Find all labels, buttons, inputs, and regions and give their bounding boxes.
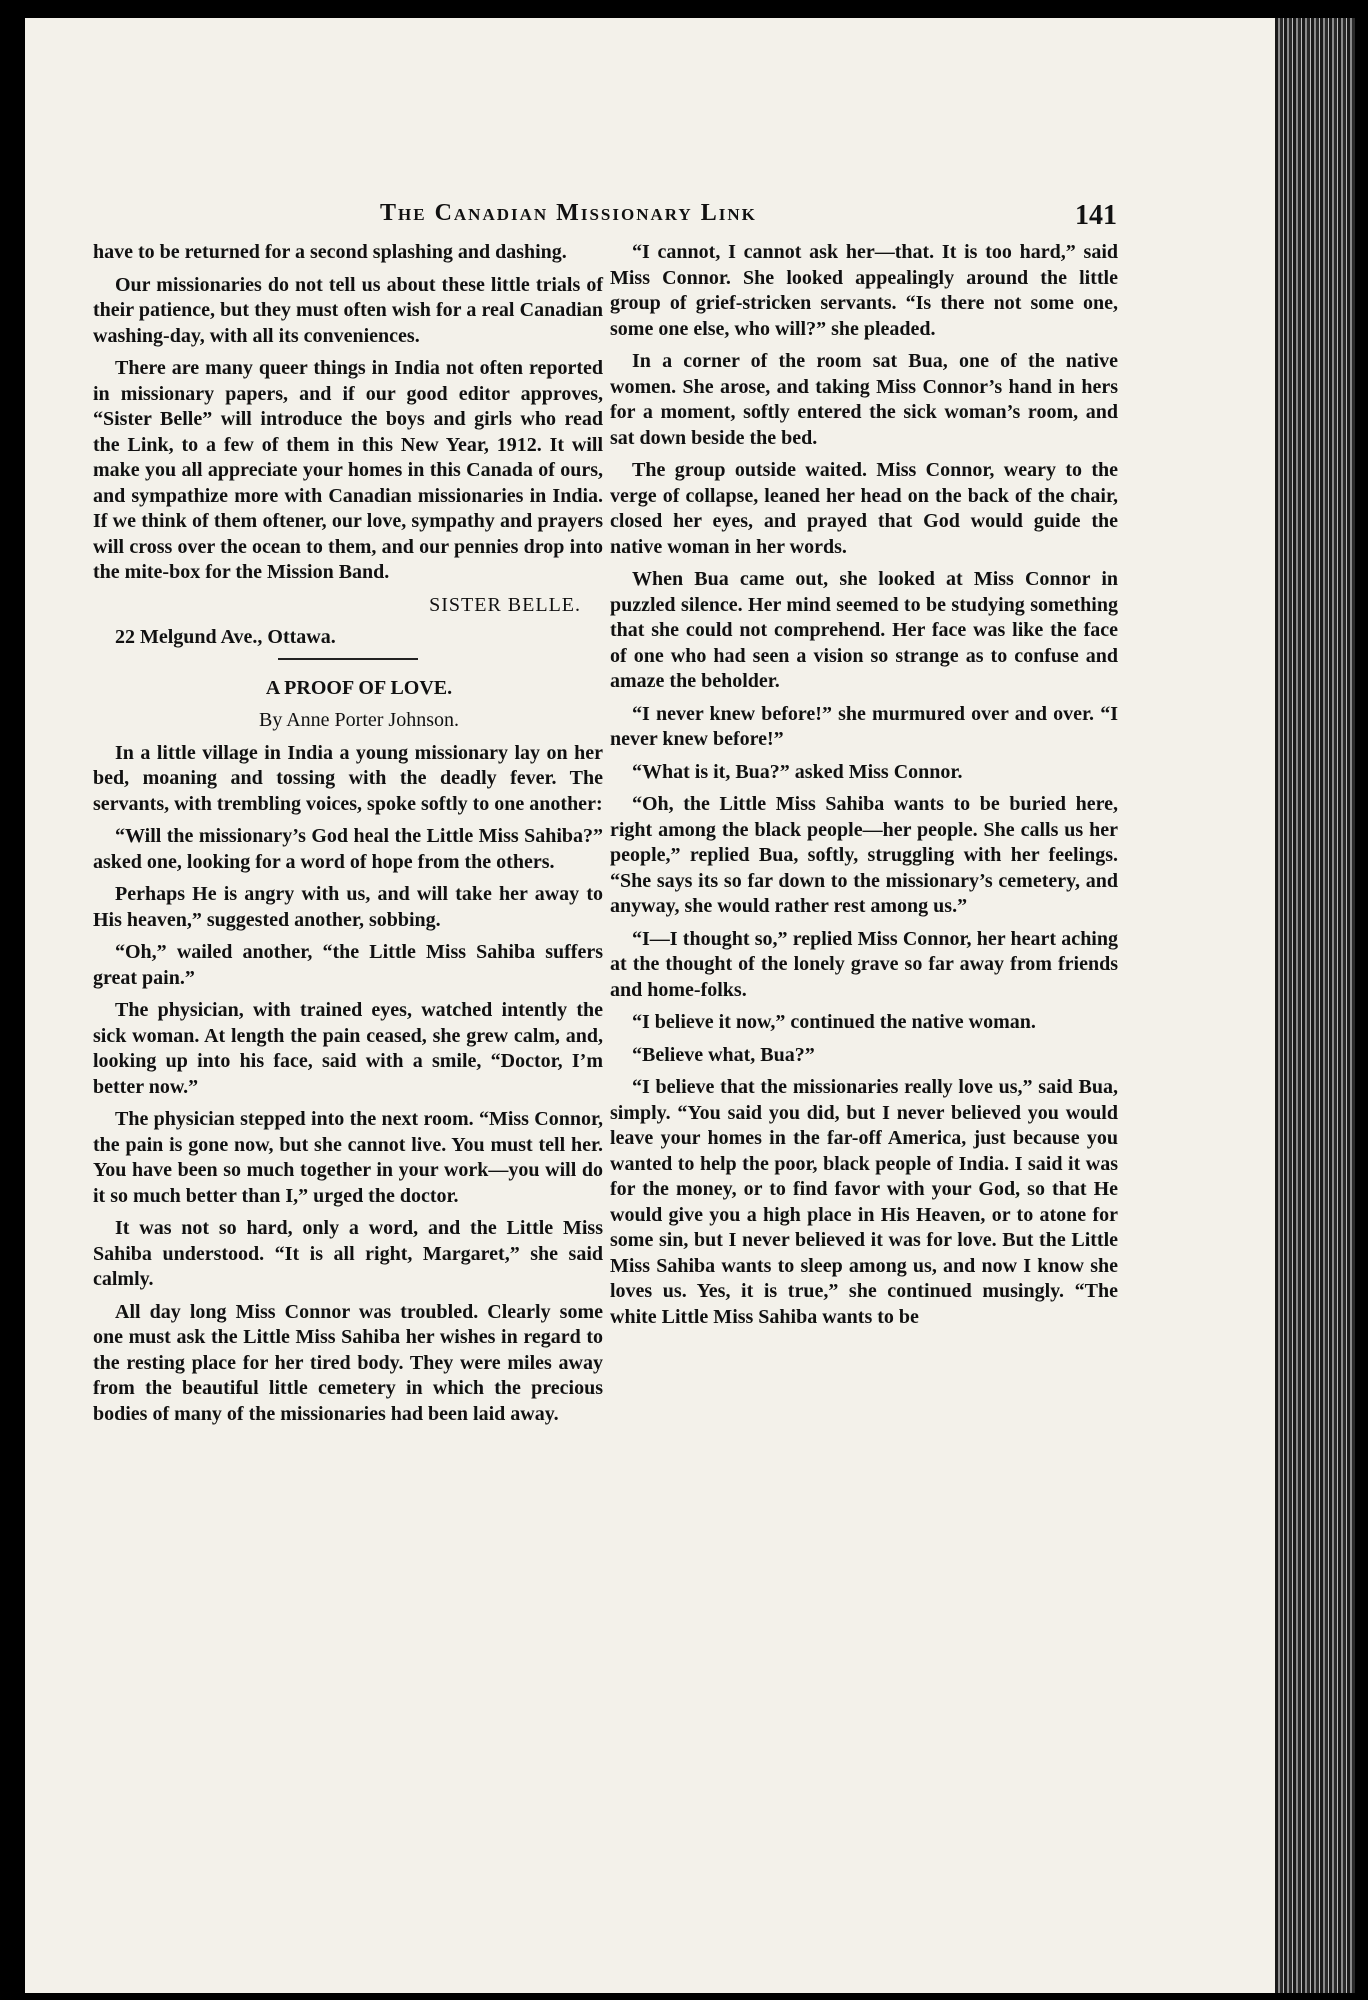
paragraph: “What is it, Bua?” asked Miss Connor. <box>632 760 963 783</box>
paragraph: “Believe what, Bua?” <box>632 1043 815 1066</box>
paragraph: The physician, with trained eyes, watched intently the sick woman. At length the pain ceased, she grew calm, and, looking up into his face, said with a smile, “Doctor, I’m better now.” <box>93 999 603 1098</box>
paragraph: Perhaps He is angry with us, and will take her away to His heaven,” suggested another, sobbing. <box>93 883 603 931</box>
paragraph: “I—I thought so,” replied Miss Connor, her heart aching at the thought of the lonely grave so far away from friends and home-folks. <box>610 927 1118 1001</box>
page-number: 141 <box>1075 200 1117 231</box>
paragraph: “I cannot, I cannot ask her—that. It is too hard,” said Miss Connor. She looked appealingly around the little group of grief-stricken servants. “Is there not some one, some one else, who will?” she pleaded. <box>610 241 1118 340</box>
paragraph: It was not so hard, only a word, and the Little Miss Sahiba understood. “It is all right, Margaret,” she said calmly. <box>93 1217 603 1290</box>
paragraph: Our missionaries do not tell us about these little trials of their patience, but they must often wish for a real Canadian washing-day, with all its conveniences. <box>93 273 603 347</box>
paragraph: “Will the missionary’s God heal the Little Miss Sahiba?” asked one, looking for a word of hope from the others. <box>93 825 603 873</box>
paragraph: “I never knew before!” she murmured over and over. “I never knew before!” <box>610 702 1118 750</box>
paragraph: “I believe that the missionaries really love us,” said Bua, simply. “You said you did, but I never believed you would leave your homes in the far-off America, just because you wanted to help the poor, black people of India. I said it was for the money, or to find favor with your God, so that He would give you a high place in His Heaven, or to atone for some sin, but I never believed it was for love. But the Little Miss Sahiba wants to sleep among us, and now I know she loves us. Yes, it is true,” she continued musingly. “The white Little Miss Sahiba wants to be <box>610 1076 1118 1328</box>
paragraph: have to be returned for a second splashing and dashing. <box>93 241 567 263</box>
paragraph: “Oh, the Little Miss Sahiba wants to be buried here, right among the black people—her people. She calls us her people,” replied Bua, softly, struggling with her feelings. “She says its so far down to the missionary’s cemetery, and anyway, she would rather rest among us.” <box>610 793 1118 917</box>
paragraph: All day long Miss Connor was troubled. Clearly some one must ask the Little Miss Sahiba her wishes in regard to the resting place for her tired body. They were miles away from the beautiful little cemetery in which the precious bodies of many of the missionaries had been laid away. <box>93 1300 603 1425</box>
paragraph: “Oh,” wailed another, “the Little Miss Sahiba suffers great pain.” <box>93 941 603 989</box>
paragraph: The physician stepped into the next room. “Miss Connor, the pain is gone now, but she cannot live. You must tell her. You have been so much together in your work—you will do it so much better than I,” urged the doctor. <box>93 1108 603 1207</box>
byline: By Anne Porter Johnson. <box>259 709 459 731</box>
book-spine <box>1275 18 1355 1993</box>
paragraph: The group outside waited. Miss Connor, weary to the verge of collapse, leaned her head on the back of the chair, closed her eyes, and prayed that God would guide the native woman in her words. <box>610 459 1118 558</box>
left-column <box>93 240 603 1434</box>
running-title: The Canadian Missionary Link <box>380 200 757 226</box>
paragraph: There are many queer things in India not often reported in missionary papers, and if our good editor approves, “Sister Belle” will introduce the boys and girls who read the Link, to a few of them in this New Year, 1912. It will make you all appreciate your homes in this Canada of ours, and sympathize more with Canadian missionaries in India. If we think of them oftener, our love, sympathy and prayers will cross over the ocean to them, and our pennies drop into the mite-box for the Mission Band. <box>93 357 603 583</box>
paragraph: In a little village in India a young missionary lay on her bed, moaning and tossing with the deadly fever. The servants, with trembling voices, spoke softly to one another: <box>93 741 603 815</box>
signature: SISTER BELLE. <box>429 593 581 616</box>
paragraph: When Bua came out, she looked at Miss Connor in puzzled silence. Her mind seemed to be studying something that she could not comprehend. Her face was like the face of one who had seen a vision so strange as to confuse and amaze the beholder. <box>610 568 1118 692</box>
right-column <box>610 240 1118 1337</box>
address: 22 Melgund Ave., Ottawa. <box>115 626 336 648</box>
paragraph: In a corner of the room sat Bua, one of the native women. She arose, and taking Miss Connor’s hand in hers for a moment, softly entered the sick woman’s room, and sat down beside the bed. <box>610 350 1118 449</box>
paragraph: “I believe it now,” continued the native woman. <box>632 1011 1036 1033</box>
divider <box>278 658 418 660</box>
article-title: A PROOF OF LOVE. <box>265 676 453 699</box>
